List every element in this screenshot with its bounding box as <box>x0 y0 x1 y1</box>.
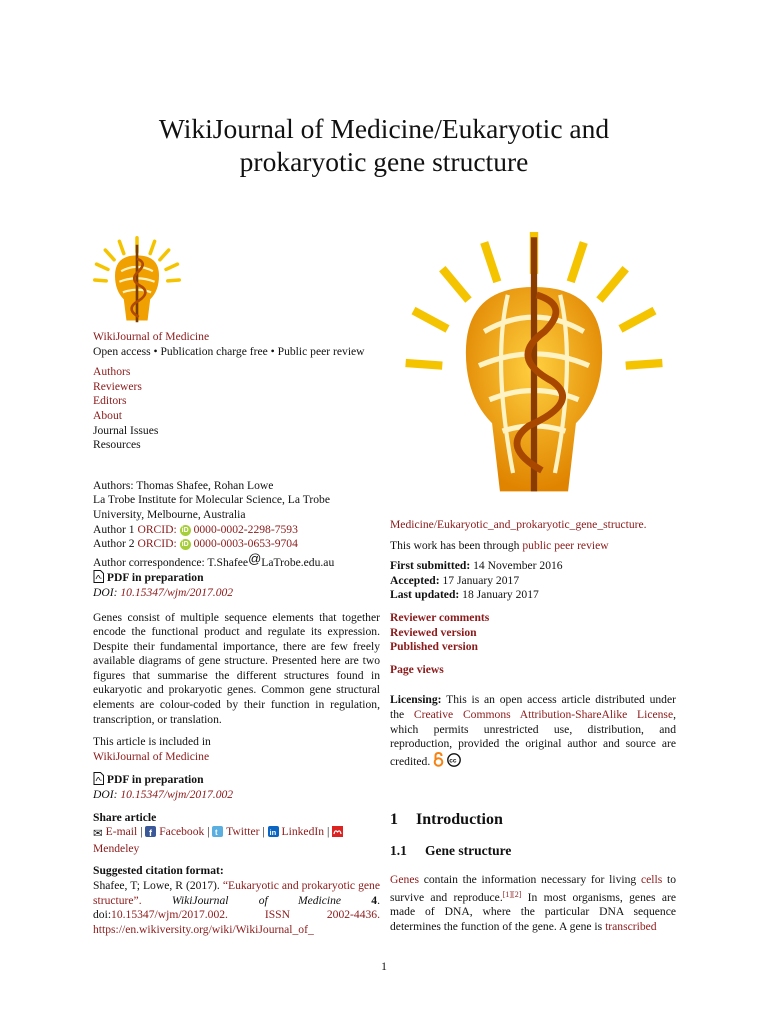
licensing-paragraph: Licensing: This is an open access article distributed under the Creative Commons Attribution-ShareAlike License, which permits unrestricted use, distribution, and reproduction, provided the original author and source are credited. cc <box>390 693 676 768</box>
doi-link[interactable]: 10.15347/wjm/2017.002 <box>120 788 234 802</box>
correspondence-line: Author correspondence: T.Shafee@LaTrobe.edu.au <box>93 550 335 569</box>
authors-line: Authors: Thomas Shafee, Rohan Lowe <box>93 478 274 492</box>
nav-resources: Resources <box>93 438 141 452</box>
journal-nav <box>93 365 380 453</box>
included-text: This article is included in <box>93 735 211 749</box>
page-number: 1 <box>381 960 387 973</box>
citation-url-link[interactable]: https://en.wikiversity.org/wiki/WikiJournal_of_ <box>93 922 314 936</box>
citation-text: Shafee, T; Lowe, R (2017). “Eukaryotic and prokaryotic gene structure”. WikiJournal of Medicine 4. doi:10.15347/wjm/2017.002. ISSN 2002-4436. https://en.wikiversity.org/wiki/WikiJournal_of_ <box>93 879 380 936</box>
author1-orcid-link[interactable]: 0000-0002-2298-7593 <box>193 522 298 536</box>
creative-commons-icon <box>447 753 461 767</box>
page-views-link[interactable]: Page views <box>390 662 444 676</box>
svg-text:cc: cc <box>449 757 457 765</box>
peer-review-line: This work has been through public peer review <box>390 538 609 552</box>
pdf-icon <box>93 772 104 785</box>
citation-url-continued[interactable]: Medicine/Eukaryotic_and_prokaryotic_gene_structure. <box>390 518 647 531</box>
citation-heading: Suggested citation format: <box>93 864 224 878</box>
pdf-label[interactable]: PDF in preparation <box>106 571 204 585</box>
share-links: ✉ E-mail | f Facebook | t Twitter | in LinkedIn | <box>93 825 380 842</box>
journal-tagline: Open access • Publication charge free • Public peer review <box>93 344 365 358</box>
page-title: WikiJournal of Medicine/Eukaryotic and prokaryotic gene structure <box>158 113 610 177</box>
doi-link[interactable]: 10.15347/wjm/2017.002 <box>120 585 234 599</box>
subsection-heading: 1.1 Gene structure <box>390 843 512 858</box>
reference-link[interactable]: [1][2] <box>502 889 522 899</box>
affiliation: La Trobe Institute for Molecular Science, La Trobe University, Melbourne, Australia <box>93 493 330 521</box>
cells-link[interactable]: cells <box>640 873 663 886</box>
issn-link[interactable]: ISSN <box>264 908 290 922</box>
citation-title-link[interactable]: “Eukaryotic and prokaryotic gene structure”. <box>93 879 380 907</box>
first-submitted: First submitted: 14 November 2016 <box>390 559 563 573</box>
share-email-link[interactable]: E-mail <box>105 825 138 839</box>
email-icon: ✉ <box>93 827 103 841</box>
doi-line-2: DOI: 10.15347/wjm/2017.002 <box>93 788 234 802</box>
journal-name-link[interactable]: WikiJournal of Medicine <box>93 330 210 343</box>
cc-license-link[interactable]: Creative Commons Attribution-ShareAlike License <box>413 707 674 721</box>
nav-about-link[interactable]: About <box>93 408 122 422</box>
accepted: Accepted: 17 January 2017 <box>390 573 520 587</box>
share-facebook-link[interactable]: Facebook <box>159 825 205 839</box>
linkedin-icon <box>268 826 279 837</box>
orcid-label-link[interactable]: ORCID: <box>137 537 177 551</box>
orcid-icon: iD <box>181 526 189 534</box>
pdf-block-1 <box>93 570 380 586</box>
nav-authors-link[interactable]: Authors <box>93 365 131 379</box>
reviewer-comments-link[interactable]: Reviewer comments <box>390 610 490 624</box>
issn-number-link[interactable]: 2002-4436. <box>326 908 380 922</box>
genes-link[interactable]: Genes <box>390 873 419 886</box>
section-heading: 1 Introduction <box>390 811 503 828</box>
orcid-label-link[interactable]: ORCID: <box>137 522 177 536</box>
abstract: Genes consist of multiple sequence elements that together encode the functional product and regulate its expression. Despite their fundamental importance, there are few freely available diagrams of gene structure. Presented here are two figures that summarise the different structures found in eukaryotic and prokaryotic genes. Common gene structural elements are colour-coded by their function in regulation, transcription, or translation. <box>93 610 380 726</box>
intro-paragraph: Genes contain the information necessary for living cells to survive and reproduce.[1][2] In most organisms, genes are made of DNA, where the particular DNA sequence determines the function of the gene. A gene is transcribed <box>390 873 676 933</box>
share-mendeley-link[interactable]: Mendeley <box>93 841 140 855</box>
journal-logo-small <box>93 233 181 327</box>
citation-doi-link[interactable]: 10.15347/wjm/2017.002. <box>111 908 228 922</box>
share-linkedin-link[interactable]: LinkedIn <box>281 825 325 839</box>
author2-orcid-link[interactable]: 0000-0003-0653-9704 <box>193 537 298 551</box>
author1-orcid-line: Author 1 ORCID: iD 0000-0002-2298-7593 <box>93 522 298 536</box>
svg-text:in: in <box>269 828 276 838</box>
public-peer-review-link[interactable]: public peer review <box>522 538 609 552</box>
pdf-icon <box>93 570 104 583</box>
journal-logo-large <box>398 232 670 494</box>
orcid-icon: iD <box>181 541 189 549</box>
pdf-block-2 <box>93 772 380 788</box>
at-sign: @ <box>248 550 262 566</box>
last-updated: Last updated: 18 January 2017 <box>390 588 539 602</box>
introduction-section <box>390 810 676 934</box>
nav-journal-issues: Journal Issues <box>93 423 159 437</box>
share-heading: Share article <box>93 810 157 824</box>
left-column <box>93 330 380 937</box>
twitter-icon <box>212 826 223 837</box>
mendeley-icon <box>332 826 343 837</box>
pdf-label[interactable]: PDF in preparation <box>106 773 204 787</box>
author2-orcid-line: Author 2 ORCID: iD 0000-0003-0653-9704 <box>93 537 298 551</box>
facebook-icon <box>145 826 156 837</box>
svg-text:t: t <box>215 828 219 838</box>
right-column <box>390 518 676 769</box>
nav-editors-link[interactable]: Editors <box>93 394 127 408</box>
included-journal-link[interactable]: WikiJournal of Medicine <box>93 749 210 763</box>
svg-text:f: f <box>149 828 153 838</box>
author-block <box>93 479 380 571</box>
open-access-icon <box>433 752 444 767</box>
share-twitter-link[interactable]: Twitter <box>226 825 260 839</box>
doi-line-1: DOI: 10.15347/wjm/2017.002 <box>93 585 234 599</box>
published-version-link[interactable]: Published version <box>390 640 478 654</box>
transcribed-link[interactable]: transcribed <box>605 919 657 933</box>
reviewed-version-link[interactable]: Reviewed version <box>390 625 477 639</box>
nav-reviewers-link[interactable]: Reviewers <box>93 379 142 393</box>
